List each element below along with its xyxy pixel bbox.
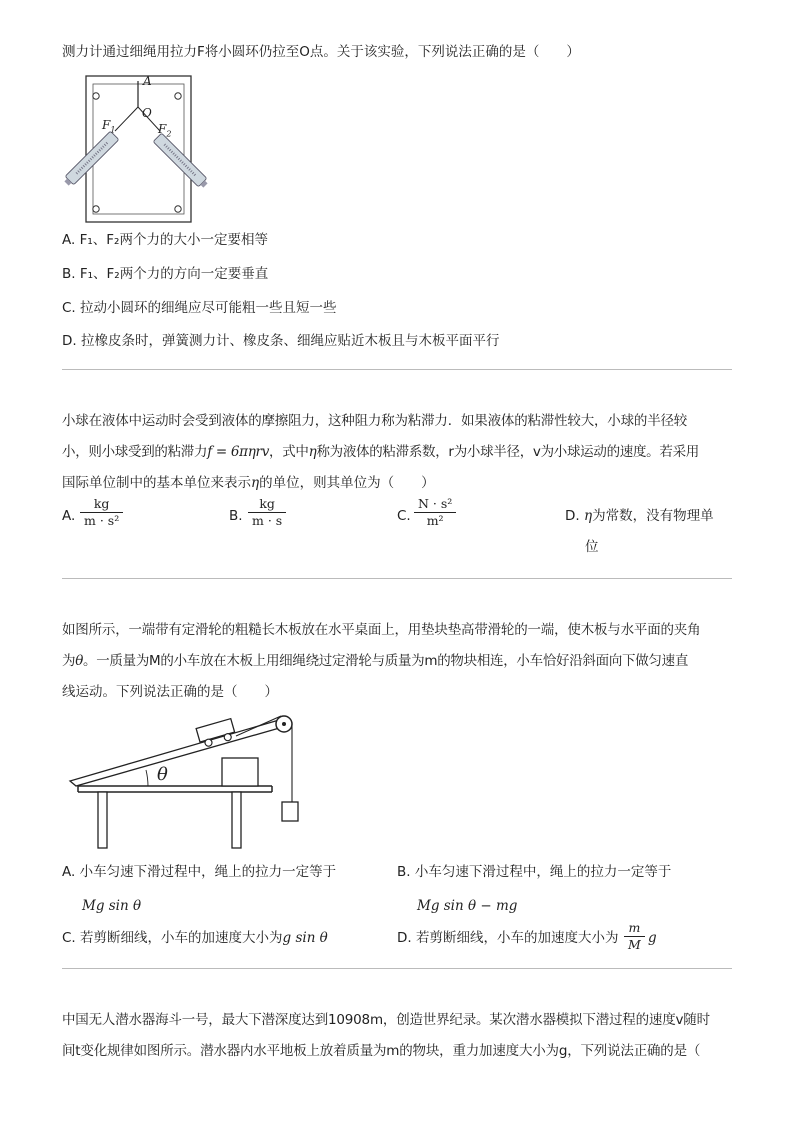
- q1-fig-label-f2: $F_2$: [158, 122, 172, 139]
- q2-option-b-key[interactable]: B.: [229, 508, 243, 524]
- q2-stem-line1: 小球在液体中运动时会受到液体的摩擦阻力，这种阻力称为粘滞力．如果液体的粘滞性较大，小球的半径较: [62, 413, 688, 429]
- q2-option-b-fraction[interactable]: kg m · s: [248, 496, 286, 529]
- q3-stem-line2: 为θ。一质量为M的小车放在木板上用细绳绕过定滑轮与质量为m的物块相连，小车恰好沿斜面向下做匀速直: [62, 653, 689, 669]
- q1-option-c[interactable]: C. 拉动小圆环的细绳应尽可能粗一些且短一些: [62, 300, 337, 316]
- q2-option-d[interactable]: D. η为常数，没有物理单: [565, 508, 714, 524]
- q3-option-a[interactable]: A. 小车匀速下滑过程中，绳上的拉力一定等于: [62, 864, 337, 880]
- q4-stem-line1: 中国无人潜水器海斗一号，最大下潜深度达到10908m，创造世界纪录。某次潜水器模拟下潜过程的速度v随时: [62, 1012, 710, 1028]
- q2-stem-line3: 国际单位制中的基本单位来表示η的单位，则其单位为（ ）: [62, 475, 435, 491]
- q1-fig-label-f1: $F_1$: [102, 118, 116, 135]
- q2-option-c-fraction[interactable]: N · s² m²: [414, 496, 456, 529]
- q2-stem-line2: 小，则小球受到的粘滞力f = 6πηrv，式中η称为液体的粘滞系数，r为小球半径，v为小球运动的速度。若采用: [62, 444, 699, 460]
- q1-fig-label-a: A: [143, 74, 152, 88]
- q3-stem-line1: 如图所示，一端带有定滑轮的粗糙长木板放在水平桌面上，用垫块垫高带滑轮的一端，使木板与水平面的夹角: [62, 622, 701, 638]
- q2-option-c-key[interactable]: C.: [397, 508, 411, 524]
- q1-fig-label-o: O: [142, 106, 152, 120]
- q3-option-d[interactable]: D. 若剪断细线，小车的加速度大小为: [397, 930, 619, 946]
- q1-option-b[interactable]: B. F₁、F₂两个力的方向一定要垂直: [62, 266, 269, 282]
- q2-option-a-fraction[interactable]: kg m · s²: [80, 496, 123, 529]
- q1-option-a[interactable]: A. F₁、F₂两个力的大小一定要相等: [62, 232, 268, 248]
- q4-stem-line2: 间t变化规律如图所示。潜水器内水平地板上放着质量为m的物块，重力加速度大小为g，下列说法正确的是（: [62, 1043, 701, 1059]
- q3-option-d-tail: g: [648, 930, 657, 946]
- q3-option-b[interactable]: B. 小车匀速下滑过程中，绳上的拉力一定等于: [397, 864, 672, 880]
- q3-option-d-fraction: m M: [624, 920, 645, 953]
- q2-option-d-cont: 位: [585, 539, 599, 555]
- q1-stem: 测力计通过细绳用拉力F将小圆环仍拉至O点。关于该实验，下列说法正确的是（ ）: [62, 44, 580, 60]
- q3-fig-theta-label: θ: [157, 764, 168, 785]
- q2-option-a-key[interactable]: A.: [62, 508, 76, 524]
- divider: [62, 968, 732, 969]
- q3-option-b-math: Mg sin θ − mg: [417, 898, 518, 914]
- q1-option-d[interactable]: D. 拉橡皮条时，弹簧测力计、橡皮条、细绳应贴近木板且与木板平面平行: [62, 333, 500, 349]
- q3-option-a-math: Mg sin θ: [82, 898, 142, 914]
- q3-option-c[interactable]: C. 若剪断细线，小车的加速度大小为g sin θ: [62, 930, 328, 946]
- q3-stem-line3: 线运动。下列说法正确的是（ ）: [62, 684, 278, 700]
